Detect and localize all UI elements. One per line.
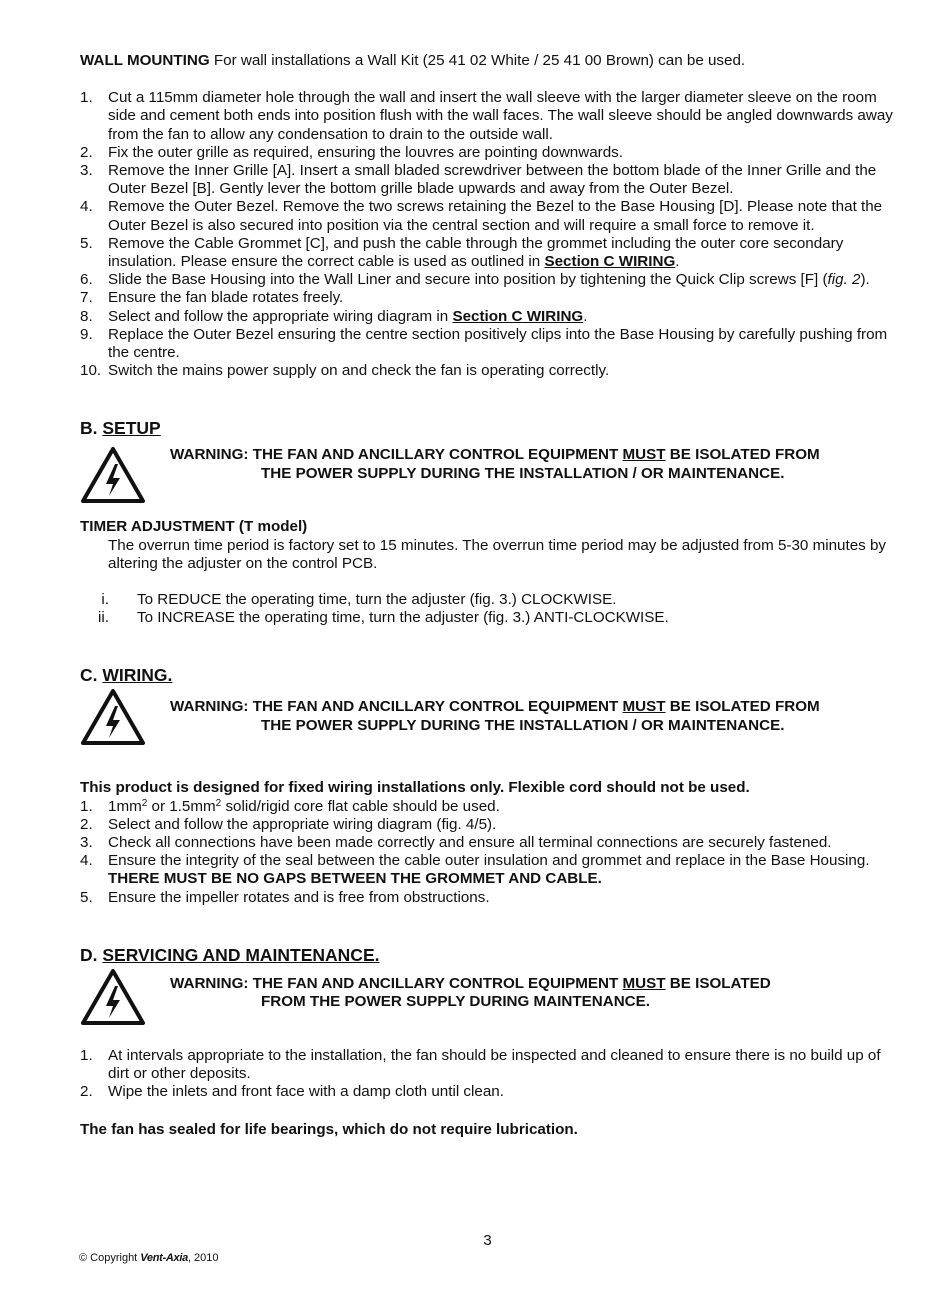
list-item [80,798,895,816]
step-text: Remove the Cable Grommet [C], and push the cable through the grommet including the outer core secondary insulation. Please ensure the correct cable is used as outlined in [108,234,844,271]
warning-text [170,446,820,482]
warning-text-line2: THE POWER SUPPLY DURING THE INSTALLATION / OR MAINTENANCE. [261,716,785,734]
warning-must: MUST [622,446,666,464]
fixed-wiring-note: This product is designed for fixed wiring installations only. Flexible cord should not be used. [80,779,750,797]
cable-text: solid/rigid core flat cable should be used. [221,797,500,815]
step-text: Ensure the impeller rotates and is free from obstructions. [108,888,490,906]
superscript: 2 [141,797,148,809]
servicing-heading [80,944,895,966]
step-text: Cut a 115mm diameter hole through the wall and insert the wall sleeve with the larger diameter sleeve on the room side and cement both ends into position flush with the wall faces. The wall sleeve should be angled downwards away from the fan to allow any condensation to drain to the outside wall. [108,89,893,143]
step-text-end: ). [860,271,870,289]
warning-text-line2: THE POWER SUPPLY DURING THE INSTALLATION / OR MAINTENANCE. [261,464,785,482]
step-number: 2. [80,815,93,833]
list-item [80,271,895,289]
step-number: 10. [80,362,102,380]
step-text: Select and follow the appropriate wiring diagram (fig. 4/5). [108,815,497,833]
copyright-text: © Copyright [79,1252,141,1264]
step-text: Remove the Outer Bezel. Remove the two screws retaining the Bezel to the Base Housing [D]. Please note that the Outer Bezel is also secured into position via the central section and will require a small force to remove it. [108,198,883,234]
document-page [80,52,895,1139]
list-item [80,816,895,834]
list-item [80,198,895,234]
list-item [80,609,895,627]
list-item [80,289,895,307]
list-item [80,591,895,609]
step-text: Fix the outer grille as required, ensuring the louvres are pointing downwards. [108,143,623,161]
step-text: Select and follow the appropriate wiring diagram in [108,307,453,325]
section-c-wiring-link[interactable]: Section C WIRING [452,307,584,325]
list-item [80,235,895,271]
step-text: Ensure the fan blade rotates freely. [108,289,344,307]
step-number: 5. [80,234,93,252]
section-prefix: D. [80,944,103,965]
electrical-hazard-icon [80,446,146,504]
step-number: 6. [80,271,93,289]
warning-must: MUST [622,698,666,716]
figure-reference: fig. 2 [827,271,861,289]
step-number: 3. [80,834,93,852]
step-text: At intervals appropriate to the installation, the fan should be inspected and cleaned to ensure there is no build up of dirt or other deposits. [108,1046,881,1083]
step-number: 2. [80,143,93,161]
copyright-year: , 2010 [187,1252,219,1264]
item-number: i. [101,591,109,609]
wiring-warning [80,688,895,750]
wiring-steps [80,798,895,907]
superscript: 2 [215,797,222,809]
setup-warning [80,446,895,508]
electrical-hazard-icon [80,968,146,1026]
step-text: Switch the mains power supply on and check the fan is operating correctly. [108,362,610,380]
timer-adjustment-list [80,591,895,627]
step-number: 4. [80,852,93,870]
timer-adjustment-heading: TIMER ADJUSTMENT (T model) [80,518,308,536]
warning-text-line2: FROM THE POWER SUPPLY DURING MAINTENANCE. [261,993,650,1011]
timer-adjustment-text: The overrun time period is factory set to 15 minutes. The overrun time period may be adjusted from 5-30 minutes by altering the adjuster on the control PCB. [108,536,887,572]
warning-text-a: WARNING: THE FAN AND ANCILLARY CONTROL EQUIPMENT [170,974,623,992]
list-item [80,308,895,326]
step-number: 4. [80,198,93,216]
section-title: SERVICING AND MAINTENANCE. [102,944,380,965]
electrical-hazard-icon [80,688,146,746]
section-prefix: B. [80,418,103,439]
warning-text-b: BE ISOLATED FROM [665,446,820,464]
list-item [80,834,895,852]
list-item [80,162,895,198]
wall-mounting-intro-text: For wall installations a Wall Kit (25 41 02 White / 25 41 00 Brown) can be used. [209,52,746,69]
wall-mounting-intro [80,52,895,70]
step-text: Wipe the inlets and front face with a damp cloth until clean. [108,1083,504,1101]
step-text: Replace the Outer Bezel ensuring the centre section positively clips into the Base Housing by carefully pushing from the centre. [108,325,888,362]
section-title: WIRING. [102,665,173,686]
cable-size-a: 1mm [108,797,142,815]
item-number: ii. [98,609,109,627]
servicing-steps [80,1047,895,1102]
step-number: 8. [80,307,93,325]
list-item [80,1083,895,1101]
setup-heading [80,417,895,439]
warning-text-b: BE ISOLATED [665,974,771,992]
warning-text-a: WARNING: THE FAN AND ANCILLARY CONTROL EQUIPMENT [170,698,623,716]
brand-logo: Vent-Axia [140,1252,188,1264]
section-c-wiring-link[interactable]: Section C WIRING [544,253,676,271]
warning-text [170,975,771,1011]
list-item [80,89,895,144]
step-text: Slide the Base Housing into the Wall Liner and secure into position by tightening the Quick Clip screws [F] ( [108,271,828,289]
step-number: 7. [80,289,93,307]
step-number: 1. [80,89,93,107]
wiring-heading [80,664,895,686]
grommet-warning: THERE MUST BE NO GAPS BETWEEN THE GROMMET AND CABLE. [108,870,602,888]
list-item [80,889,895,907]
step-number: 1. [80,797,93,815]
step-text-end: . [675,253,680,271]
step-text: Ensure the integrity of the seal between the cable outer insulation and grommet and replace in the Base Housing. [108,852,870,870]
copyright-footer [79,1249,219,1267]
item-text: To REDUCE the operating time, turn the adjuster (fig. 3.) CLOCKWISE. [137,591,617,609]
warning-text-a: WARNING: THE FAN AND ANCILLARY CONTROL EQUIPMENT [170,446,623,464]
wall-mounting-heading: WALL MOUNTING [80,52,210,69]
step-number: 1. [80,1046,93,1064]
section-prefix: C. [80,665,103,686]
list-item [80,362,895,380]
wall-mounting-steps [80,89,895,380]
step-text: Check all connections have been made correctly and ensure all terminal connections are securely fastened. [108,834,832,852]
list-item [80,852,895,888]
section-title: SETUP [102,418,161,439]
bearing-note: The fan has sealed for life bearings, which do not require lubrication. [80,1120,578,1138]
list-item [80,144,895,162]
warning-text [170,698,820,734]
item-text: To INCREASE the operating time, turn the adjuster (fig. 3.) ANTI-CLOCKWISE. [137,609,669,627]
list-item [80,1047,895,1083]
step-number: 5. [80,888,93,906]
warning-text-b: BE ISOLATED FROM [665,698,820,716]
page-number: 3 [483,1232,492,1249]
step-number: 3. [80,162,93,180]
step-text: Remove the Inner Grille [A]. Insert a small bladed screwdriver between the bottom blade of the Inner Grille and the Outer Bezel [B]. Gently lever the bottom grille blade upwards and away from the Outer Bezel. [108,162,877,198]
servicing-warning [80,968,895,1034]
cable-size-b: or 1.5mm [147,797,216,815]
step-text-end: . [583,307,588,325]
step-number: 9. [80,325,93,343]
list-item [80,326,895,362]
step-number: 2. [80,1083,93,1101]
warning-must: MUST [622,974,666,992]
